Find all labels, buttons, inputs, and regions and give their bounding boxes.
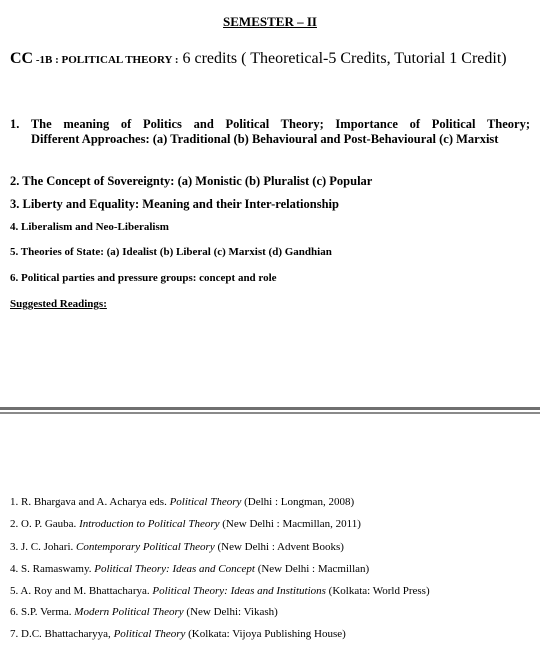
course-code: -1B : POLITICAL THEORY :: [33, 54, 179, 66]
reading-item: 7. D.C. Bhattacharyya, Political Theory (Kolkata: Vijoya Publishing House): [10, 628, 346, 640]
topic-6: 6. Political parties and pressure groups: concept and role: [10, 272, 277, 284]
reading-item: 6. S.P. Verma. Modern Political Theory (New Delhi: Vikash): [10, 606, 278, 618]
course-credits: 6 credits ( Theoretical-5 Credits, Tutorial 1 Credit): [178, 50, 507, 67]
reading-item: 4. S. Ramaswamy. Political Theory: Ideas and Concept (New Delhi : Macmillan): [10, 563, 370, 575]
topic-1: [10, 117, 530, 147]
reading-title: Introduction to Political Theory: [79, 518, 220, 530]
reading-item: 1. R. Bhargava and A. Acharya eds. Political Theory (Delhi : Longman, 2008): [10, 496, 355, 508]
topic-5: 5. Theories of State: (a) Idealist (b) Liberal (c) Marxist (d) Gandhian: [10, 246, 332, 258]
course-title: [10, 45, 530, 74]
reading-item: 5. A. Roy and M. Bhattacharya. Political Theory: Ideas and Institutions (Kolkata: World Press): [10, 585, 430, 597]
course-prefix: CC: [10, 50, 34, 67]
reading-title: Political Theory: Ideas and Concept: [94, 563, 255, 575]
topic-1-line-1: 1. The meaning of Politics and Political Theory; Importance of Political Theory;: [10, 117, 530, 131]
topic-3: 3. Liberty and Equality: Meaning and their Inter-relationship: [10, 197, 339, 211]
reading-title: Political Theory: Ideas and Institutions: [152, 585, 326, 597]
reading-title: Contemporary Political Theory: [76, 541, 215, 553]
topic-2: 2. The Concept of Sovereignty: (a) Monistic (b) Pluralist (c) Popular: [10, 174, 373, 188]
page-divider-secondary: [0, 412, 540, 414]
reading-title: Political Theory: [169, 496, 242, 508]
semester-heading: SEMESTER – II: [223, 14, 317, 29]
reading-title: Modern Political Theory: [74, 606, 184, 618]
reading-item: 3. J. C. Johari. Contemporary Political Theory (New Delhi : Advent Books): [10, 541, 344, 553]
topic-4: 4. Liberalism and Neo-Liberalism: [10, 221, 169, 233]
suggested-readings-heading: Suggested Readings:: [10, 298, 107, 310]
reading-item: 2. O. P. Gauba. Introduction to Political Theory (New Delhi : Macmillan, 2011): [10, 518, 361, 530]
topic-1-line-2: Different Approaches: (a) Traditional (b) Behavioural and Post-Behavioural (c) Marxist: [31, 132, 499, 146]
page-divider: [0, 407, 540, 410]
reading-title: Political Theory: [113, 628, 186, 640]
